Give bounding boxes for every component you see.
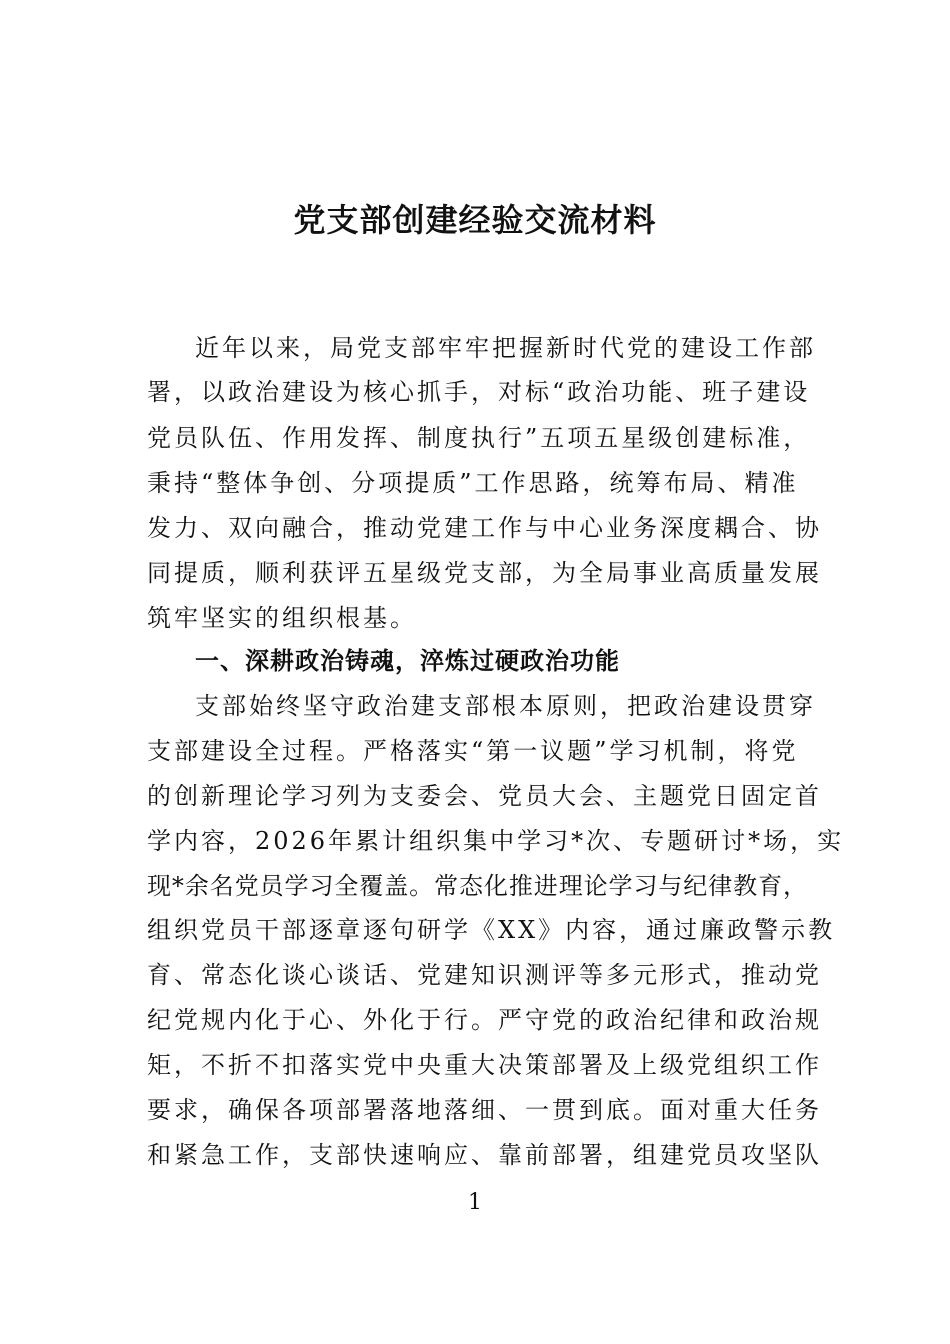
paragraph-line: 支部始终坚守政治建支部根本原则，把政治建设贯穿 (195, 692, 816, 720)
paragraph-line: 筑牢坚实的组织根基。 (147, 604, 417, 632)
paragraph-line: 和紧急工作，支部快速响应、靠前部署，组建党员攻坚队 (147, 1141, 822, 1169)
paragraph-line: 的创新理论学习列为支委会、党员大会、主题党日固定首 (147, 782, 822, 810)
paragraph-line: 近年以来，局党支部牢牢把握新时代党的建设工作部 (195, 334, 816, 362)
paragraph-line: 矩，不折不扣落实党中央重大决策部署及上级党组织工作 (147, 1051, 822, 1079)
section-heading: 一、深耕政治铸魂，淬炼过硬政治功能 (195, 647, 620, 675)
paragraph-line: 秉持“整体争创、分项提质”工作思路，统筹布局、精准 (147, 469, 799, 497)
paragraph-line: 发力、双向融合，推动党建工作与中心业务深度耦合、协 (147, 514, 822, 542)
paragraph-line: 育、常态化谈心谈话、党建知识测评等多元形式，推动党 (147, 961, 822, 989)
document-title: 党支部创建经验交流材料 (293, 201, 657, 239)
paragraph-line: 纪党规内化于心、外化于行。严守党的政治纪律和政治规 (147, 1006, 822, 1034)
paragraph-line: 署，以政治建设为核心抓手，对标“政治功能、班子建设 (147, 378, 811, 406)
paragraph-line: 支部建设全过程。严格落实“第一议题”学习机制，将党 (147, 737, 799, 765)
paragraph-line: 组织党员干部逐章逐句研学《XX》内容，通过廉政警示教 (147, 916, 836, 944)
paragraph-line: 现*余名党员学习全覆盖。常态化推进理论学习与纪律教育， (147, 872, 807, 900)
paragraph-line: 学内容，2026年累计组织集中学习*次、专题研讨*场，实 (147, 827, 845, 855)
paragraph-line: 同提质，顺利获评五星级党支部，为全局事业高质量发展 (147, 559, 822, 587)
page-number: 1 (468, 1190, 482, 1215)
paragraph-line: 党员队伍、作用发挥、制度执行”五项五星级创建标准， (147, 424, 811, 452)
paragraph-line: 要求，确保各项部署落地落细、一贯到底。面对重大任务 (147, 1096, 822, 1124)
